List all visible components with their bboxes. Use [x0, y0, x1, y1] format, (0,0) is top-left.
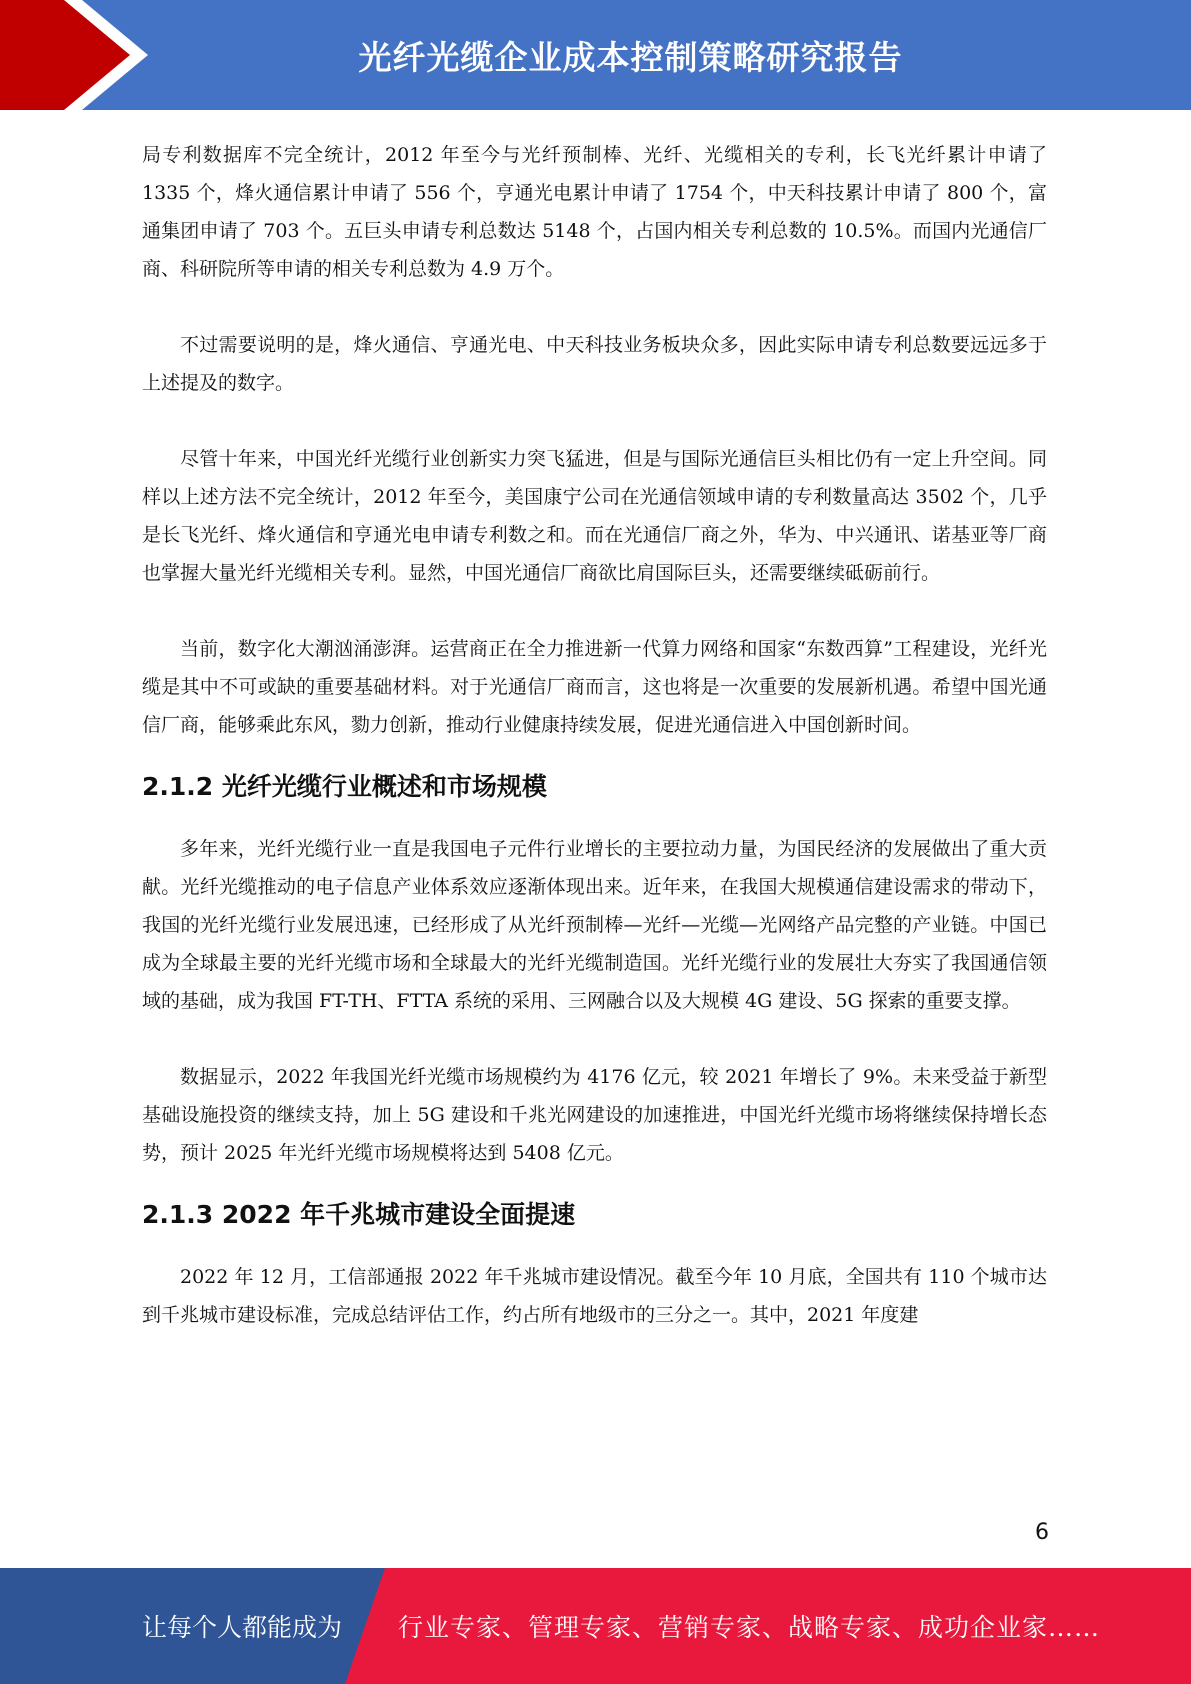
footer-slogan-right: 行业专家、管理专家、营销专家、战略专家、成功企业家……: [398, 1613, 1101, 1642]
paragraph-industry-overview: 多年来，光纤光缆行业一直是我国电子元件行业增长的主要拉动力量，为国民经济的发展做出了重大贡献。光纤光缆推动的电子信息产业体系效应逐渐体现出来。近年来，在我国大规模通信建设需求的带动下，我国的光纤光缆行业发展迅速，已经形成了从光纤预制棒—光纤—光缆—光网络产品完整的产业链。中国已成为全球最主要的光纤光缆市场和全球最大的光纤光缆制造国。光纤光缆行业的发展壮大夯实了我国通信领域的基础，成为我国 FT-TH、FTTA 系统的采用、三网融合以及大规模 4G 建设、5G 探索的重要支撑。: [142, 838, 1047, 1012]
section-heading-2-1-2: 2.1.2 光纤光缆行业概述和市场规模: [142, 772, 547, 801]
paragraph-market-size: 数据显示，2022 年我国光纤光缆市场规模约为 4176 亿元，较 2021 年增长了 9%。未来受益于新型基础设施投资的继续支持，加上 5G 建设和千兆光网建设的加速推进，中国光纤光缆市场将继续保持增长态势，预计 2025 年光纤光缆市场规模将达到 5408 亿元。: [142, 1066, 1047, 1164]
header-chevron-decoration: [0, 0, 160, 110]
header-bar: [0, 0, 1191, 110]
paragraph-patent-note: 不过需要说明的是，烽火通信、亨通光电、中天科技业务板块众多，因此实际申请专利总数要远远多于上述提及的数字。: [142, 334, 1047, 394]
paragraph-gigabit-cities: 2022 年 12 月，工信部通报 2022 年千兆城市建设情况。截至今年 10 月底，全国共有 110 个城市达到千兆城市建设标准，完成总结评估工作，约占所有地级市的三分之一。其中，2021 年度建: [142, 1266, 1047, 1326]
paragraph-digital-opportunity: 当前，数字化大潮汹涌澎湃。运营商正在全力推进新一代算力网络和国家“东数西算”工程建设，光纤光缆是其中不可或缺的重要基础材料。对于光通信厂商而言，这也将是一次重要的发展新机遇。希望中国光通信厂商，能够乘此东风，勠力创新，推动行业健康持续发展，促进光通信进入中国创新时间。: [142, 638, 1047, 736]
paragraph-patent-stats: 局专利数据库不完全统计，2012 年至今与光纤预制棒、光纤、光缆相关的专利，长飞光纤累计申请了 1335 个，烽火通信累计申请了 556 个，亨通光电累计申请了 1754 个，中天科技累计申请了 800 个，富通集团申请了 703 个。五巨头申请专利总数达 5148 个，占国内相关专利总数的 10.5%。而国内光通信厂商、科研院所等申请的相关专利总数为 4.9 万个。: [142, 144, 1047, 280]
section-heading-2-1-3: 2.1.3 2022 年千兆城市建设全面提速: [142, 1200, 576, 1229]
page-content: [142, 136, 1047, 1334]
footer-slogan-left: 让每个人都能成为: [142, 1613, 343, 1642]
footer-bar: [0, 1568, 1191, 1684]
document-title: 光纤光缆企业成本控制策略研究报告: [358, 37, 903, 77]
paragraph-international-comparison: 尽管十年来，中国光纤光缆行业创新实力突飞猛进，但是与国际光通信巨头相比仍有一定上升空间。同样以上述方法不完全统计，2012 年至今，美国康宁公司在光通信领域申请的专利数量高达 3502 个，几乎是长飞光纤、烽火通信和亨通光电申请专利数之和。而在光通信厂商之外，华为、中兴通讯、诺基亚等厂商也掌握大量光纤光缆相关专利。显然，中国光通信厂商欲比肩国际巨头，还需要继续砥砺前行。: [142, 448, 1047, 584]
page-number: 6: [1035, 1520, 1049, 1545]
